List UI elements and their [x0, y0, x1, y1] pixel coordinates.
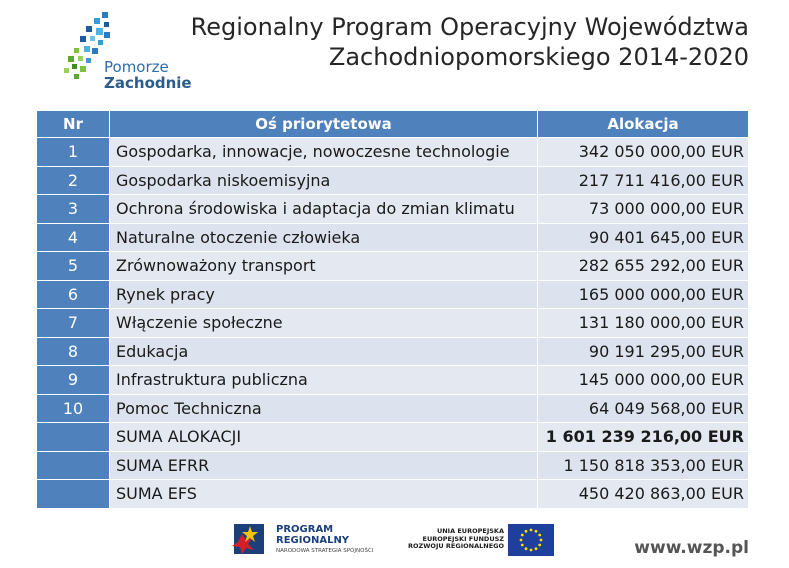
total-label: SUMA EFRR	[110, 451, 538, 480]
row-amount: 64 049 568,00 EUR	[538, 394, 749, 423]
table-row	[37, 223, 749, 252]
eu-flag-icon	[508, 524, 554, 556]
row-axis-name: Infrastruktura publiczna	[110, 366, 538, 395]
row-nr: 7	[37, 309, 110, 338]
eu-line-1: UNIA EUROPEJSKA	[436, 527, 504, 535]
row-amount: 73 000 000,00 EUR	[538, 195, 749, 224]
row-axis-name: Pomoc Techniczna	[110, 394, 538, 423]
title-line-1: Regionalny Program Operacyjny Województwa	[190, 13, 749, 41]
header-axis: Oś priorytetowa	[110, 111, 538, 138]
row-amount: 217 711 416,00 EUR	[538, 166, 749, 195]
title-line-2: Zachodniopomorskiego 2014-2020	[328, 43, 749, 71]
total-row-efs	[37, 480, 749, 509]
row-nr: 3	[37, 195, 110, 224]
row-nr: 2	[37, 166, 110, 195]
row-nr: 1	[37, 138, 110, 167]
table-row	[37, 366, 749, 395]
table-row	[37, 394, 749, 423]
eu-line-3: ROZWOJU REGIONALNEGO	[408, 542, 504, 550]
row-nr: 8	[37, 337, 110, 366]
program-subtitle: NARODOWA STRATEGIA SPÓJNOŚCI	[276, 548, 374, 554]
table-row	[37, 166, 749, 195]
table-header-row	[37, 111, 749, 138]
row-amount: 90 191 295,00 EUR	[538, 337, 749, 366]
row-axis-name: Gospodarka niskoemisyjna	[110, 166, 538, 195]
logo-text-pomorze: Pomorze	[104, 58, 169, 76]
row-nr: 4	[37, 223, 110, 252]
eu-fund-text	[404, 528, 504, 551]
table-row	[37, 309, 749, 338]
total-row-efrr	[37, 451, 749, 480]
row-nr: 6	[37, 280, 110, 309]
row-nr: 9	[37, 366, 110, 395]
row-axis-name: Gospodarka, innowacje, nowoczesne technologie	[110, 138, 538, 167]
program-regionalny-text	[276, 524, 349, 546]
table-row	[37, 252, 749, 281]
table-row	[37, 138, 749, 167]
total-amount: 450 420 863,00 EUR	[538, 480, 749, 509]
row-axis-name: Ochrona środowiska i adaptacja do zmian klimatu	[110, 195, 538, 224]
pomorze-zachodnie-logo	[60, 8, 210, 98]
row-nr-empty	[37, 423, 110, 452]
table-row	[37, 337, 749, 366]
row-axis-name: Włączenie społeczne	[110, 309, 538, 338]
header-allocation: Alokacja	[538, 111, 749, 138]
row-axis-name: Rynek pracy	[110, 280, 538, 309]
total-amount: 1 150 818 353,00 EUR	[538, 451, 749, 480]
table-row	[37, 280, 749, 309]
row-amount: 131 180 000,00 EUR	[538, 309, 749, 338]
table-row	[37, 195, 749, 224]
row-amount: 165 000 000,00 EUR	[538, 280, 749, 309]
program-regionalny-star-icon	[228, 520, 272, 560]
total-label: SUMA EFS	[110, 480, 538, 509]
row-amount: 342 050 000,00 EUR	[538, 138, 749, 167]
allocation-table-container	[36, 110, 748, 509]
allocation-table	[36, 110, 749, 509]
row-axis-name: Edukacja	[110, 337, 538, 366]
row-axis-name: Naturalne otoczenie człowieka	[110, 223, 538, 252]
row-amount: 145 000 000,00 EUR	[538, 366, 749, 395]
eu-line-2: EUROPEJSKI FUNDUSZ	[422, 534, 504, 543]
program-line-2: REGIONALNY	[276, 535, 350, 546]
header-nr: Nr	[37, 111, 110, 138]
row-nr-empty	[37, 451, 110, 480]
row-nr-empty	[37, 480, 110, 509]
total-label: SUMA ALOKACJI	[110, 423, 538, 452]
row-nr: 10	[37, 394, 110, 423]
total-amount: 1 601 239 216,00 EUR	[538, 423, 749, 452]
row-nr: 5	[37, 252, 110, 281]
row-axis-name: Zrównoważony transport	[110, 252, 538, 281]
page-title	[191, 12, 749, 72]
row-amount: 282 655 292,00 EUR	[538, 252, 749, 281]
row-amount: 90 401 645,00 EUR	[538, 223, 749, 252]
footer	[0, 516, 789, 568]
program-line-1: PROGRAM	[276, 524, 334, 535]
website-url: www.wzp.pl	[634, 538, 749, 558]
total-row-allocation	[37, 423, 749, 452]
logo-text-zachodnie: Zachodnie	[104, 74, 192, 92]
